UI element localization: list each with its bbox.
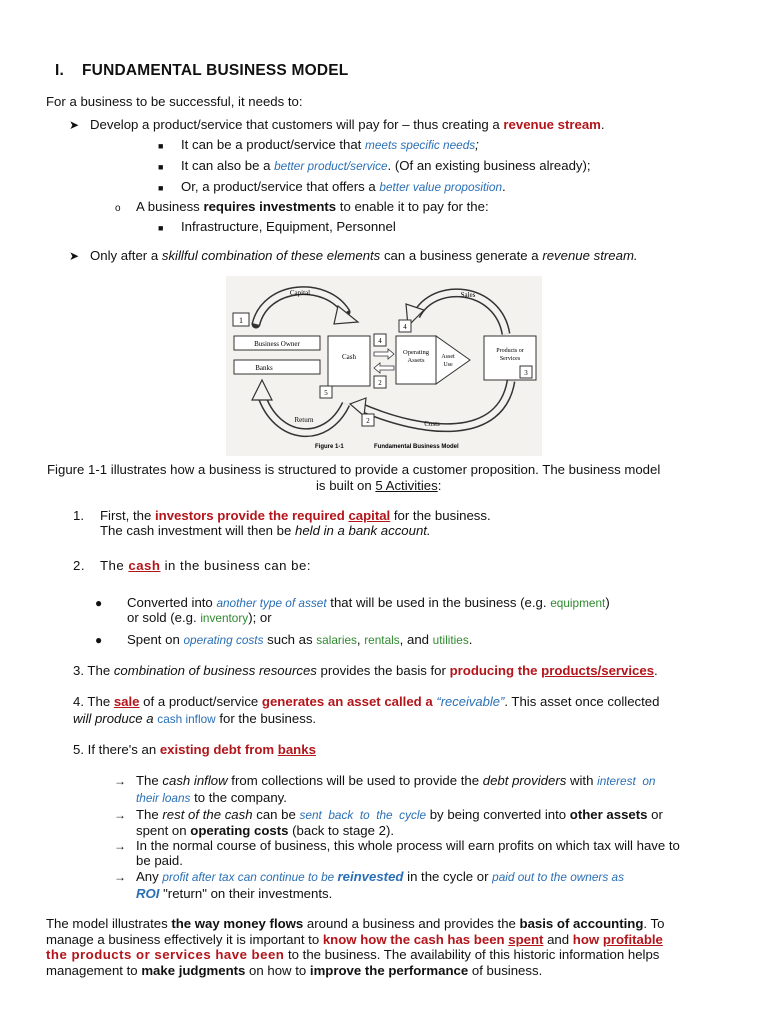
step-number-1: 1 bbox=[239, 316, 243, 325]
square-bullet-icon: ■ bbox=[158, 183, 164, 193]
arrow-item-cash-inflow: The cash inflow from collections will be used to provide the debt providers with interest on bbox=[136, 773, 656, 788]
step-1-text-line2: The cash investment will then be held in a bank account. bbox=[100, 523, 431, 538]
arrow-item-profits: In the normal course of business, this whole process will earn profits on which tax will have to bbox=[136, 838, 680, 853]
sub-point-value-proposition: Or, a product/service that offers a better value proposition. bbox=[181, 179, 506, 194]
sub-point-specific-needs: It can be a product/service that meets specific needs; bbox=[181, 137, 479, 152]
step-number-2-bottom: 2 bbox=[366, 417, 370, 425]
products-services-label-2: Services bbox=[499, 356, 521, 362]
sub-point-investments: A business requires investments to enable it to pay for the: bbox=[136, 199, 489, 214]
figure-caption-number: Figure 1-1 bbox=[315, 444, 344, 450]
closing-paragraph-line4: management to make judgments on how to improve the performance of business. bbox=[46, 963, 543, 978]
step-number-3: 3 bbox=[524, 369, 528, 377]
cash-label: Cash bbox=[342, 353, 356, 361]
dot-bullet-icon: ● bbox=[95, 633, 103, 647]
right-arrow-icon: → bbox=[114, 870, 126, 884]
step-4-text: 4. The sale of a product/service generates an asset called a “receivable”. This asset once collected bbox=[73, 694, 660, 709]
costs-label: Costs bbox=[424, 420, 440, 428]
figure-description-line2: is built on 5 Activities: bbox=[316, 478, 442, 493]
step-number-4-top: 4 bbox=[403, 323, 407, 331]
step-3-text: 3. The combination of business resources provides the basis for producing the products/services. bbox=[73, 663, 658, 678]
closing-paragraph-line2: manage a business effectively it is important to know how the cash has been spent and how profitable bbox=[46, 932, 663, 947]
banks-label: Banks bbox=[255, 364, 273, 372]
arrowhead-bullet-icon: ➤ bbox=[69, 249, 80, 263]
step-1-number: 1. bbox=[73, 508, 84, 523]
point-skillful-combination: Only after a skillful combination of these elements can a business generate a revenue stream. bbox=[90, 248, 638, 263]
point-develop-product: Develop a product/service that customers will pay for – thus creating a revenue stream. bbox=[90, 117, 605, 132]
dot-bullet-icon: ● bbox=[95, 596, 103, 610]
square-bullet-icon: ■ bbox=[158, 162, 164, 172]
bullet-converted-line2: or sold (e.g. inventory); or bbox=[127, 610, 272, 625]
step-number-5: 5 bbox=[324, 389, 328, 397]
arrow-item-rest-of-cash-line2: spent on operating costs (back to stage 2). bbox=[136, 823, 395, 838]
step-number-2-middle: 2 bbox=[378, 379, 382, 387]
business-owner-label: Business Owner bbox=[254, 340, 300, 348]
arrow-item-rest-of-cash: The rest of the cash can be sent back to the cycle by being converted into other assets or bbox=[136, 807, 663, 822]
bullet-operating-costs: Spent on operating costs such as salaries, rentals, and utilities. bbox=[127, 632, 473, 647]
arrow-item-profits-line2: be paid. bbox=[136, 853, 183, 868]
right-arrow-icon: → bbox=[114, 774, 126, 788]
arrow-item-cash-inflow-line2: their loans to the company. bbox=[136, 790, 287, 805]
asset-use-label-2: Use bbox=[443, 362, 453, 368]
right-arrow-icon: → bbox=[114, 839, 126, 853]
business-model-diagram bbox=[226, 276, 542, 456]
intro-text: For a business to be successful, it needs to: bbox=[46, 94, 303, 109]
step-5-text: 5. If there's an existing debt from banks bbox=[73, 742, 316, 757]
sub-point-better-product: It can also be a better product/service. (Of an existing business already); bbox=[181, 158, 591, 173]
step-2-number: 2. bbox=[73, 558, 85, 573]
heading-title: FUNDAMENTAL BUSINESS MODEL bbox=[82, 62, 349, 79]
right-arrow-icon: → bbox=[114, 808, 126, 822]
step-2-text: The cash in the business can be: bbox=[100, 558, 312, 573]
closing-paragraph-line3: the products or services have been to the business. The availability of this historic information helps bbox=[46, 947, 660, 962]
arrow-item-reinvested: Any profit after tax can continue to be reinvested in the cycle or paid out to the owners as bbox=[136, 869, 624, 884]
operating-assets-label-1: Operating bbox=[403, 349, 429, 356]
square-bullet-icon: ■ bbox=[158, 141, 164, 151]
step-number-4-left: 4 bbox=[378, 337, 382, 345]
sub-point-infrastructure: Infrastructure, Equipment, Personnel bbox=[181, 219, 396, 234]
arrow-item-reinvested-line2: ROI "return" on their investments. bbox=[136, 886, 333, 901]
step-1-text: First, the investors provide the required capital for the business. bbox=[100, 508, 491, 523]
closing-paragraph-line1: The model illustrates the way money flows around a business and provides the basis of accounting. To bbox=[46, 916, 665, 931]
circle-bullet-icon: o bbox=[115, 203, 121, 214]
bullet-converted: Converted into another type of asset that will be used in the business (e.g. equipment) bbox=[127, 595, 610, 610]
section-heading bbox=[55, 63, 348, 79]
products-services-label-1: Products or bbox=[496, 348, 524, 354]
figure-caption-title: Fundamental Business Model bbox=[374, 444, 459, 450]
figure-description-line1: Figure 1-1 illustrates how a business is structured to provide a customer proposition. The business model bbox=[47, 462, 661, 477]
asset-use-label-1: Asset bbox=[441, 354, 455, 360]
square-bullet-icon: ■ bbox=[158, 223, 164, 233]
step-4-text-line2: will produce a cash inflow for the business. bbox=[73, 711, 317, 726]
sales-label: Sales bbox=[460, 291, 476, 299]
arrowhead-bullet-icon: ➤ bbox=[69, 118, 80, 132]
capital-label: Capital bbox=[289, 289, 311, 297]
return-label: Return bbox=[294, 416, 314, 424]
heading-number: I. bbox=[55, 62, 65, 79]
operating-assets-label-2: Assets bbox=[407, 357, 425, 364]
